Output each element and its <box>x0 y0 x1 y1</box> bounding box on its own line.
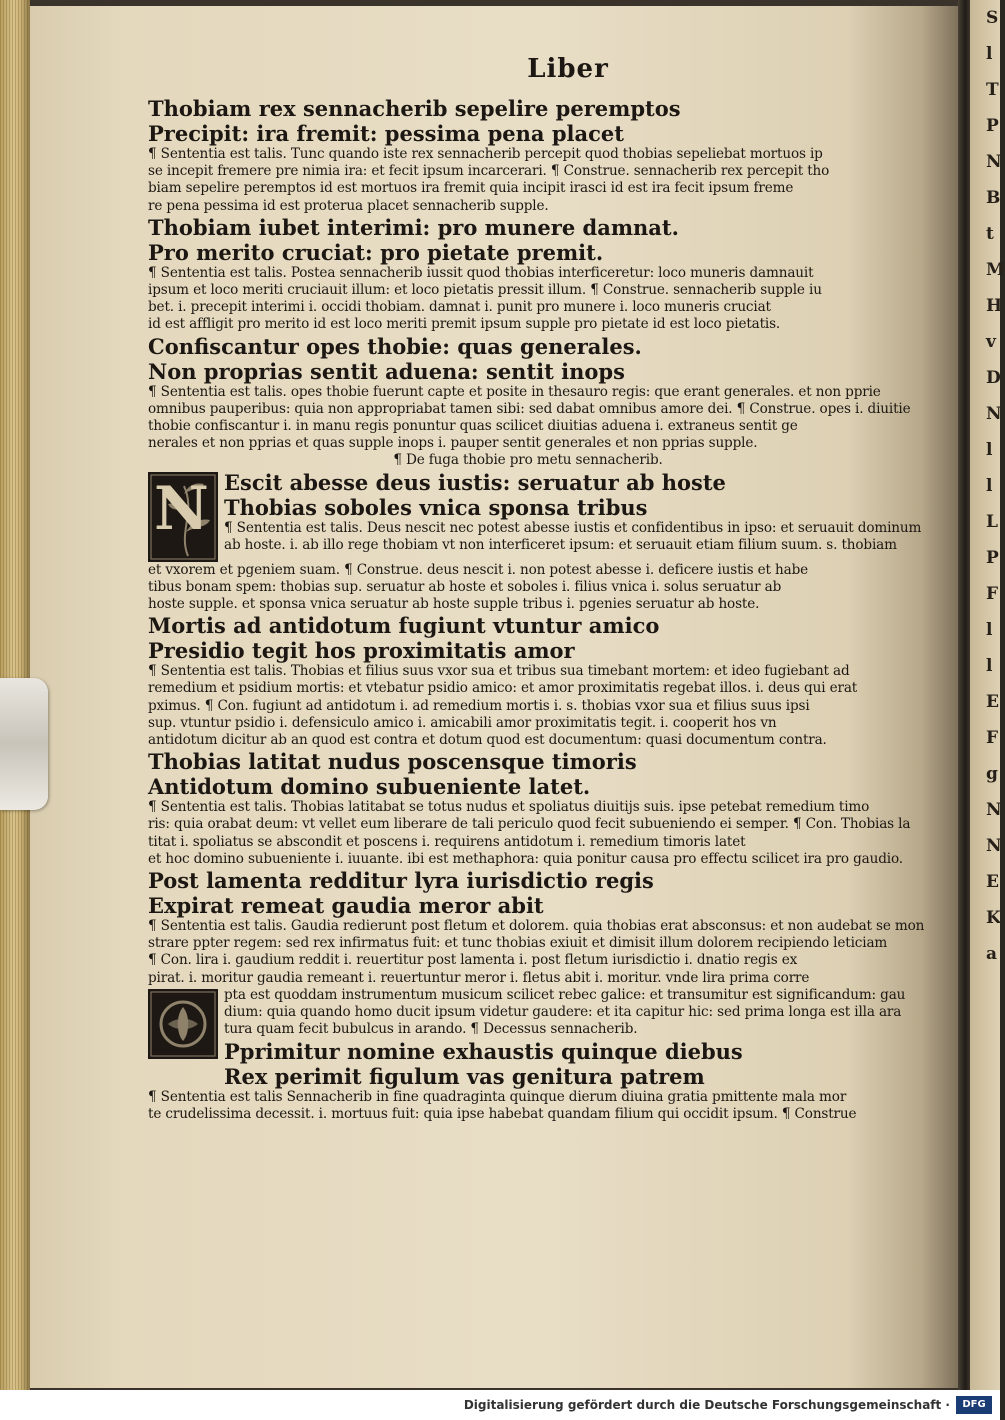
facing-page-glyph: N <box>986 836 1002 856</box>
commentary-line: hoste supple. et sponsa vnica seruatur ab hoste supple tribus i. pgenies seruatur ab hoste. <box>148 596 760 613</box>
initial-n-section <box>148 469 922 562</box>
verse-line: Mortis ad antidotum fugiunt vtuntur amico <box>148 613 660 639</box>
facing-page-glyph: F <box>986 584 999 604</box>
text-block-2 <box>224 469 922 554</box>
verse-line: Expirat remeat gaudia meror abit <box>148 893 544 919</box>
verse-line: Confiscantur opes thobie: quas generales. <box>148 333 642 359</box>
commentary-line: ¶ Sententia est talis. Tunc quando iste rex sennacherib percepit quod thobias sepeliebat mortuos ip <box>148 146 823 162</box>
initial-o-section <box>148 987 908 1089</box>
facing-page-glyph: P <box>986 548 999 568</box>
commentary-line: sup. vtuntur psidio i. defensiculo amico i. amicabili amor proximitatis tegit. i. cooperit hos vn <box>148 714 777 731</box>
commentary-line: ab hoste. i. ab illo rege thobiam vt non interficeret ipsum: et seruauit etiam filium suum. s. thobiam <box>224 536 897 553</box>
initial-letter: N <box>154 473 209 544</box>
commentary-line: ¶ Sententia est talis. Thobias latitabat se totus nudus et spoliatus diuitijs suis. ipse petebat remedium timo <box>148 799 870 816</box>
commentary-line: pta est quoddam instrumentum musicum scilicet rebec galice: et transumitur est significandum: gau <box>224 986 906 1003</box>
facing-page-glyph: M <box>986 260 1005 280</box>
commentary-line: et hoc domino subueniente i. iuuante. ibi est methaphora: quia ponitur causa pro effectu scilicet ira pro gaudio. <box>148 850 903 867</box>
verse-line: Antidotum domino subueniente latet. <box>148 774 591 800</box>
verse-line: Non proprias sentit aduena: sentit inops <box>148 358 625 384</box>
decorated-initial-o <box>148 989 218 1059</box>
verse-line: Post lamenta redditur lyra iurisdictio regis <box>148 868 654 894</box>
facing-page-glyph: N <box>986 152 1002 172</box>
verse-line: Thobias latitat nudus poscensque timoris <box>148 749 637 775</box>
commentary-line: antidotum dicitur ab an quod est contra et dotum quod est documentum: quasi documentum contra. <box>148 732 827 749</box>
commentary-line: dium: quia quando homo ducit ipsum videtur gaudere: et ita capitur hic: sed prima longa est illa ara <box>224 1004 902 1021</box>
facing-page-glyph: S <box>986 8 999 28</box>
commentary-line: tura quam fecit bubulcus in arando. ¶ Decessus sennacherib. <box>224 1021 638 1038</box>
commentary-line: biam sepelire peremptos id est mortuos ira fremit quia incipit irasci id est ira fecit ipsum freme <box>148 180 794 197</box>
commentary-line: strare ppter regem: sed rex infirmatus fuit: et tunc thobias exiuit et dimisit illum dolorem recipiendo leticiam <box>148 935 888 952</box>
commentary-line: pximus. ¶ Con. fugiunt ad antidotum i. ad remedium mortis i. s. thobias vxor sua et filius suus ipsi <box>148 697 810 714</box>
verse-line: Thobias soboles vnica sponsa tribus <box>224 494 648 520</box>
facing-page-glyph: l <box>986 440 993 460</box>
verse-line: Pro merito cruciat: pro pietate premit. <box>148 239 604 265</box>
facing-page-glyph: P <box>986 116 999 136</box>
verse-line: Pprimitur nomine exhaustis quinque diebus <box>224 1038 743 1064</box>
facing-page-glyph: N <box>986 800 1002 820</box>
commentary-line: ¶ Sententia est talis. opes thobie fuerunt capte et posite in thesauro regis: que erant generales. et non pprie <box>148 383 881 400</box>
verse-line: Escit abesse deus iustis: seruatur ab hoste <box>224 469 726 495</box>
commentary-line: ¶ Sententia est talis. Postea sennacherib iussit quod thobias interficeretur: loco muneris damnauit <box>148 264 814 281</box>
commentary-line: remedium et psidium mortis: et vtebatur psidio amico: et amor proximitatis regebat illos. i. deus qui erat <box>148 680 858 697</box>
book-gutter <box>958 0 970 1390</box>
facing-page-glyph: E <box>986 872 999 892</box>
facing-page-glyph: E <box>986 692 999 712</box>
facing-page-glyph: a <box>986 944 998 964</box>
decorated-initial-n <box>148 472 218 562</box>
commentary-line: omnibus pauperibus: quia non appropriabat tamen sibi: sed dabat omnibus amore dei. ¶ Construe. opes i. diuitie <box>148 400 911 417</box>
commentary-line: ¶ Sententia est talis. Thobias et filius suus vxor sua et tribus sua timebant mortem: et ideo fugiebant ad <box>148 663 850 680</box>
commentary-line: ipsum et loco meriti cruciauit illum: et loco pietatis pressit illum. ¶ Construe. sennacherib supple iu <box>148 282 822 299</box>
text-block-4 <box>224 987 908 1089</box>
commentary-line: ris: quia orabat deum: vt vellet eum liberare de tali periculo quod fecit subueniendo ei semper. ¶ Con. Thobias la <box>148 816 911 833</box>
facing-page-glyph: v <box>986 332 996 352</box>
facing-page-glyph: t <box>986 224 994 244</box>
facing-page-glyph: l <box>986 44 993 64</box>
commentary-line: thobie confiscantur i. in manu regis ponuntur quas scilicet diuitias aduena i. extraneus sentit ge <box>148 418 798 435</box>
footer-bar <box>0 1390 1000 1420</box>
verse-line: Rex perimit figulum vas genitura patrem <box>224 1063 705 1089</box>
commentary-line: ¶ De fuga thobie pro metu sennacherib. <box>393 452 663 469</box>
dfg-logo: DFG <box>956 1396 992 1414</box>
text-block-5 <box>148 1089 908 1123</box>
commentary-line: nerales et non pprias et quas supple inops i. pauper sentit generales et non pprias supple. <box>148 435 758 452</box>
page-text <box>148 54 925 1123</box>
facing-page-glyph: L <box>986 512 998 532</box>
commentary-line: et vxorem et pgeniem suam. ¶ Construe. deus nescit i. non potest abesse i. deficere iustis et habe <box>148 561 809 578</box>
facing-page-glyph: l <box>986 656 993 676</box>
funding-note: Digitalisierung gefördert durch die Deutsche Forschungsgemeinschaft · <box>463 1398 950 1412</box>
page-clip <box>0 678 48 810</box>
verse-line: Presidio tegit hos proximitatis amor <box>148 638 575 664</box>
verse-line: Thobiam rex sennacherib sepelire peremptos <box>148 96 681 121</box>
commentary-line: ¶ Sententia est talis. Gaudia redierunt post fletum et dolorem. quia thobias erat absconsus: et non audebat se mon <box>148 918 925 935</box>
facing-page-glyph: B <box>986 188 1001 208</box>
commentary-line: re pena pessima id est proterua placet sennacherib supple. <box>148 197 549 214</box>
facing-page-strip <box>970 0 1005 1390</box>
facing-page-glyph: g <box>986 764 998 784</box>
running-head: Liber <box>527 54 609 84</box>
verse-line: Thobiam iubet interimi: pro munere damnat. <box>148 214 679 240</box>
commentary-line: se incepit fremere pre nimia ira: et fecit ipsum incarcerari. ¶ Construe. sennacherib rex percepit tho <box>148 163 830 180</box>
facing-page-glyph: l <box>986 476 993 496</box>
verse-line: Precipit: ira fremit: pessima pena placet <box>148 121 624 146</box>
facing-page-glyph: D <box>986 368 1001 388</box>
commentary-line: id est affligit pro merito id est loco meriti premit ipsum supple pro pietate id est loco pietatis. <box>148 316 781 333</box>
commentary-line: ¶ Sententia est talis. Deus nescit nec potest abesse iustis et confidentibus in ipso: et seruauit dominum <box>224 519 922 536</box>
commentary-line: pirat. i. moritur gaudia remeant i. reuertuntur meror i. fletus abit i. moritur. vnde lira prima corre <box>148 969 810 986</box>
text-block-1 <box>148 96 911 470</box>
commentary-line: ¶ Sententia est talis Sennacherib in fine quadraginta quinque dierum diuina gratia pmittente mala mor <box>148 1088 847 1105</box>
commentary-line: titat i. spoliatus se abscondit et poscens i. requirens antidotum i. remedium timoris latet <box>148 833 746 850</box>
commentary-line: tibus bonam spem: thobias sup. seruatur ab hoste et soboles i. filius vnica i. solus seruatur ab <box>148 578 782 595</box>
facing-page-glyph: F <box>986 728 999 748</box>
commentary-line: bet. i. precepit interimi i. occidi thobiam. damnat i. punit pro munere i. loco muneris cruciat <box>148 299 771 316</box>
text-block-3 <box>148 561 925 987</box>
commentary-line: ¶ Con. lira i. gaudium reddit i. reuertitur post lamenta i. post fletum iurisdictio i. dnatio regis ex <box>148 952 798 969</box>
commentary-line: te crudelissima decessit. i. mortuus fuit: quia ipse habebat quandam filium qui occidit ipsum. ¶ Construe <box>148 1105 857 1122</box>
facing-page-glyph: K <box>986 908 1001 928</box>
facing-page-glyph: T <box>986 80 999 100</box>
facing-page-glyph: H <box>986 296 1003 316</box>
facing-page-glyph: N <box>986 404 1002 424</box>
facing-page-glyph: l <box>986 620 993 640</box>
